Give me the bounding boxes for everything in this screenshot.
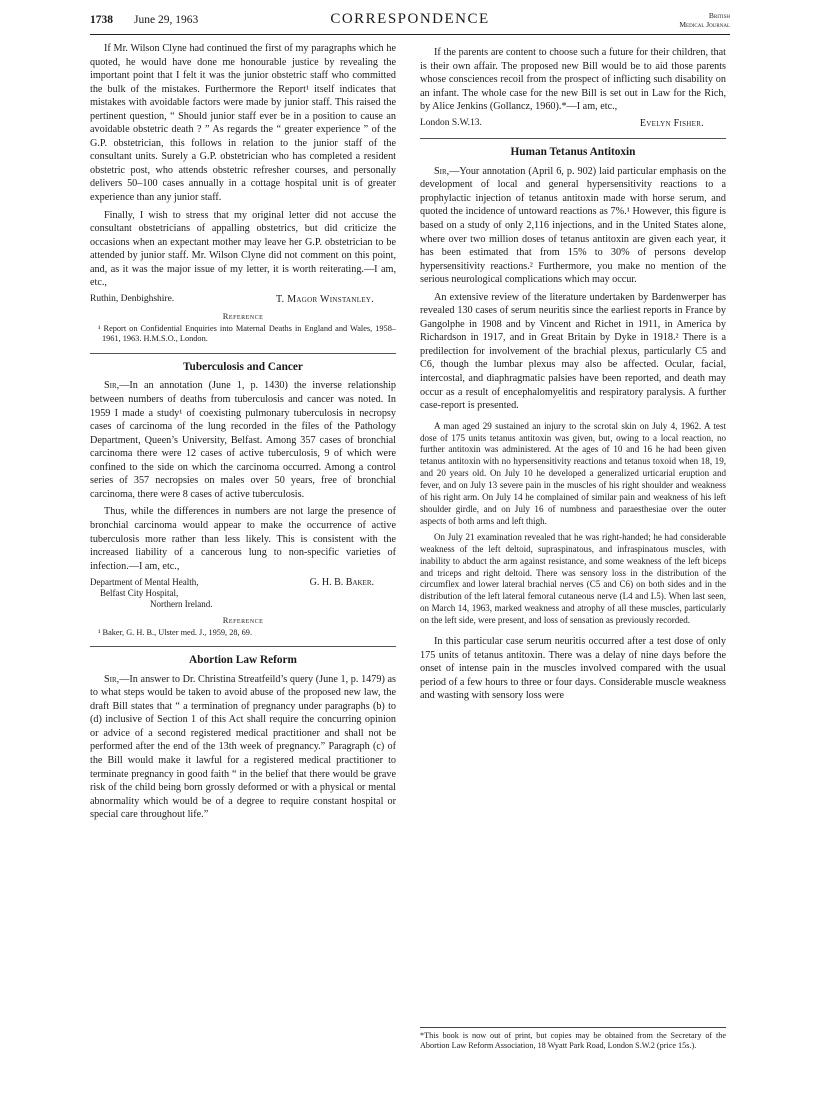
tuberculosis-salutation: Sir, <box>104 380 120 392</box>
abortion-heading: Abortion Law Reform <box>90 646 396 668</box>
tuberculosis-paragraph-1 <box>90 379 396 501</box>
letter1-reference-heading: Reference <box>222 311 264 322</box>
tetanus-paragraph-3: In this particular case serum neuritis occurred after a test dose of only 175 units of tetanus antitoxin. There was a delay of nine days before the onset of intense pain in the muscles involved compared with the usual period of a few hours to three or four days. Considerable muscle weakness and wasting with sensory loss were <box>420 636 726 702</box>
abortion-signature <box>420 117 726 131</box>
tuberculosis-reference: ¹ Baker, G. H. B., Ulster med. J., 1959, 28, 69. <box>98 627 253 637</box>
section-title: CORRESPONDENCE <box>330 11 490 27</box>
abortion-paragraph-1 <box>90 673 396 822</box>
letter1-reference: ¹ Report on Confidential Enquiries into Maternal Deaths in England and Wales, 1958–1961, 1963. H.M.S.O., London. <box>98 323 396 344</box>
letter1-signature <box>90 293 396 307</box>
tuberculosis-address-line2: Belfast City Hospital, <box>100 588 179 599</box>
tuberculosis-address-line1: Department of Mental Health, <box>90 577 199 588</box>
abortion-paragraph-1-text: —In answer to Dr. Christina Streatfeild’s query (June 1, p. 1479) as to what steps would be taken to avoid abuse of the proposed new law, the draft Bill states that “ a termination of pregnancy under paragraphs (b) to (d) inclusive of Section 1 of this Act shall require the concurring opinion or advice of a second registered medical practitioner and shall not be performed after the end of the 13th week of pregnancy.” Paragraph (c) of the Bill would make it lawful for a registered medical practitioner to terminate pregnancy in good faith “ in the belief that there would be grave risk of the child being born grossly deformed or with a physical or mental abnormality which would be of a degree to require constant hospital or special care throughout life.” <box>90 673 396 821</box>
tuberculosis-author: G. H. B. Baker. <box>309 577 374 589</box>
tuberculosis-heading: Tuberculosis and Cancer <box>90 353 396 375</box>
right-column <box>420 42 726 703</box>
letter1-paragraph-2: Finally, I wish to stress that my original letter did not accuse the consultant obstetricians of appalling obstetrics, but did criticize the occasions when an expectant mother may leave her G.P. obstetrician to be attended by junior staff. Mr. Wilson Clyne did not comment on this point, and, as it was the major issue of my letter, it is worth reiterating.—I am, etc., <box>90 209 396 289</box>
page-number: 1738 <box>90 14 113 26</box>
tetanus-paragraph-1 <box>420 165 726 287</box>
issue-date: June 29, 1963 <box>134 14 199 26</box>
abortion-salutation: Sir, <box>104 673 120 685</box>
left-column <box>90 42 396 822</box>
journal-name-line1: British <box>708 11 730 20</box>
tetanus-case-paragraph-2: On July 21 examination revealed that he was right-handed; he had considerable weakness of the left deltoid, supraspinatous, and infraspinatous muscles, with inability to abduct the arm against resistance, and some weakness of the left biceps and triceps and right deltoid. There was sensory loss in the distribution of the circumflex and lower lateral brachial nerves (C5 and C6) on both sides and in the distribution of the left lateral femoral cutaneous nerve (L4 and L5). When last seen, on March 14, 1963, marked weakness and atrophy of all these muscles, particularly on the left side, were present, and loss of sensation as previously recorded. <box>420 531 726 626</box>
tuberculosis-reference-heading: Reference <box>222 615 264 626</box>
tetanus-salutation: Sir, <box>434 165 450 177</box>
journal-name <box>679 11 730 29</box>
tetanus-paragraph-1-text: —Your annotation (April 6, p. 902) laid particular emphasis on the development of local and general hypersensitivity reactions to a prophylactic injection of tetanus antitoxin made with horse serum, and quoted the incidence of untoward reactions as 7%.¹ However, this figure is based on a study of only 2,116 injections, and in the United States alone, where over two million doses of tetanus antitoxin are given each year, it has been estimated that from 15% to 30% of persons develop hypersensitivity reactions.² Furthermore, you make no mention of the serious neurological complications which may occur. <box>420 165 726 286</box>
footnote: *This book is now out of print, but copies may be obtained from the Secretary of the Abortion Law Reform Association, 18 Wyatt Park Road, London S.W.2 (price 15s.). <box>420 1027 726 1051</box>
tuberculosis-address-line3: Northern Ireland. <box>150 599 213 610</box>
tuberculosis-address <box>90 577 212 610</box>
tetanus-paragraph-2: An extensive review of the literature undertaken by Bardenwerper has revealed 130 cases of serum neuritis since the earliest reports in France by Gangolphe in 1908 and by Vincent and Richet in 1911, in America by Richardson in 1917, and in Great Britain by Dyke in 1918.² There is a predilection for involvement of the brachial plexus, particularly C5 and C6, though the lumbar plexus may also be affected. Ocular, facial, intercostal, and diaphragmatic palsies have been reported, and death may occur as a result of encephalomyelitis and respiratory paralysis. A further case-report is presented. <box>420 291 726 412</box>
tuberculosis-paragraph-2: Thus, while the differences in numbers are not large the presence of bronchial carcinoma would appear to make the occurrence of active tuberculosis more rather than less likely. This is consistent with the increased liability of a cancerous lung to non-specific varieties of infection.—I am, etc., <box>90 506 396 572</box>
abortion-author: Evelyn Fisher. <box>639 117 704 129</box>
journal-name-line2: Medical Journal <box>679 20 730 29</box>
tetanus-case-paragraph-1: A man aged 29 sustained an injury to the scrotal skin on July 4, 1962. A test dose of 175 units tetanus antitoxin was given, but, owing to a local reaction, no further antitoxin was administered. At the ages of 10 and 16 he had been given tetanus antitoxin with no hypersensitivity reactions and tetanus toxoid when 18, 19, and 20 years old. On July 10 he developed a generalized urticarial eruption and fever, and on July 13 severe pain in the muscles of his right shoulder and weakness of his right arm. On July 14 he complained of similar pain and weakness of his left shoulder girdle, and on July 16 of numbness and paraesthesiae over the outer aspects of both arms and left thigh. <box>420 420 726 526</box>
tuberculosis-signature <box>90 577 396 610</box>
letter1-author: T. Magor Winstanley. <box>275 293 374 305</box>
letter1-paragraph-1: If Mr. Wilson Clyne had continued the first of my paragraphs which he quoted, he would have done me honourable justice by revealing the important point that I felt it was the junior obstetric staff who committed the bulk of the mistakes. Furthermore the Report¹ itself indicates that mistakes with avoidable factors were made by junior staff. This raised the pertinent question, “ Should junior staff ever be in a position to cause an avoidable obstetric death ? ” As regards the “ greater experience ” of the G.P. obstetrician, this follows in relation to the junior staff of the consultant units. Surely a G.P. obstetrician who has completed a resident obstetric post, who attends obstetric refresher courses, and personally delivers 50–100 cases annually in a cottage hospital unit is of greater experience than any junior staff. <box>90 43 396 204</box>
page-header <box>90 10 730 35</box>
tuberculosis-paragraph-1-text: —In an annotation (June 1, p. 1430) the inverse relationship between numbers of deaths from tuberculosis and cancer was noted. In 1959 I made a study¹ of coexisting pulmonary tuberculosis in necropsy cases of carcinoma of the lung recorded in the files of the Pathology Department, Queen’s University, Belfast. Among 357 cases of bronchial carcinoma there were 12 cases of active tuberculosis, 9 of which were confined to the side on which the carcinoma occurred. Among a control series of 357 necropsies on males over 50 years, free of bronchial carcinoma, there were 8 cases of active tuberculosis. <box>90 380 396 500</box>
abortion-place: London S.W.13. <box>420 117 482 128</box>
tetanus-heading: Human Tetanus Antitoxin <box>420 138 726 160</box>
abortion-paragraph-2: If the parents are content to choose such a future for their children, that is their own affair. The proposed new Bill would be to aid those parents whose consciences recoil from the prospect of inflicting such disability on an infant. The whole case for the new Bill is set out in Law for the Rich, by Alice Jenkins (Gollancz, 1960).*—I am, etc., <box>420 47 726 113</box>
letter1-place: Ruthin, Denbighshire. <box>90 293 175 304</box>
